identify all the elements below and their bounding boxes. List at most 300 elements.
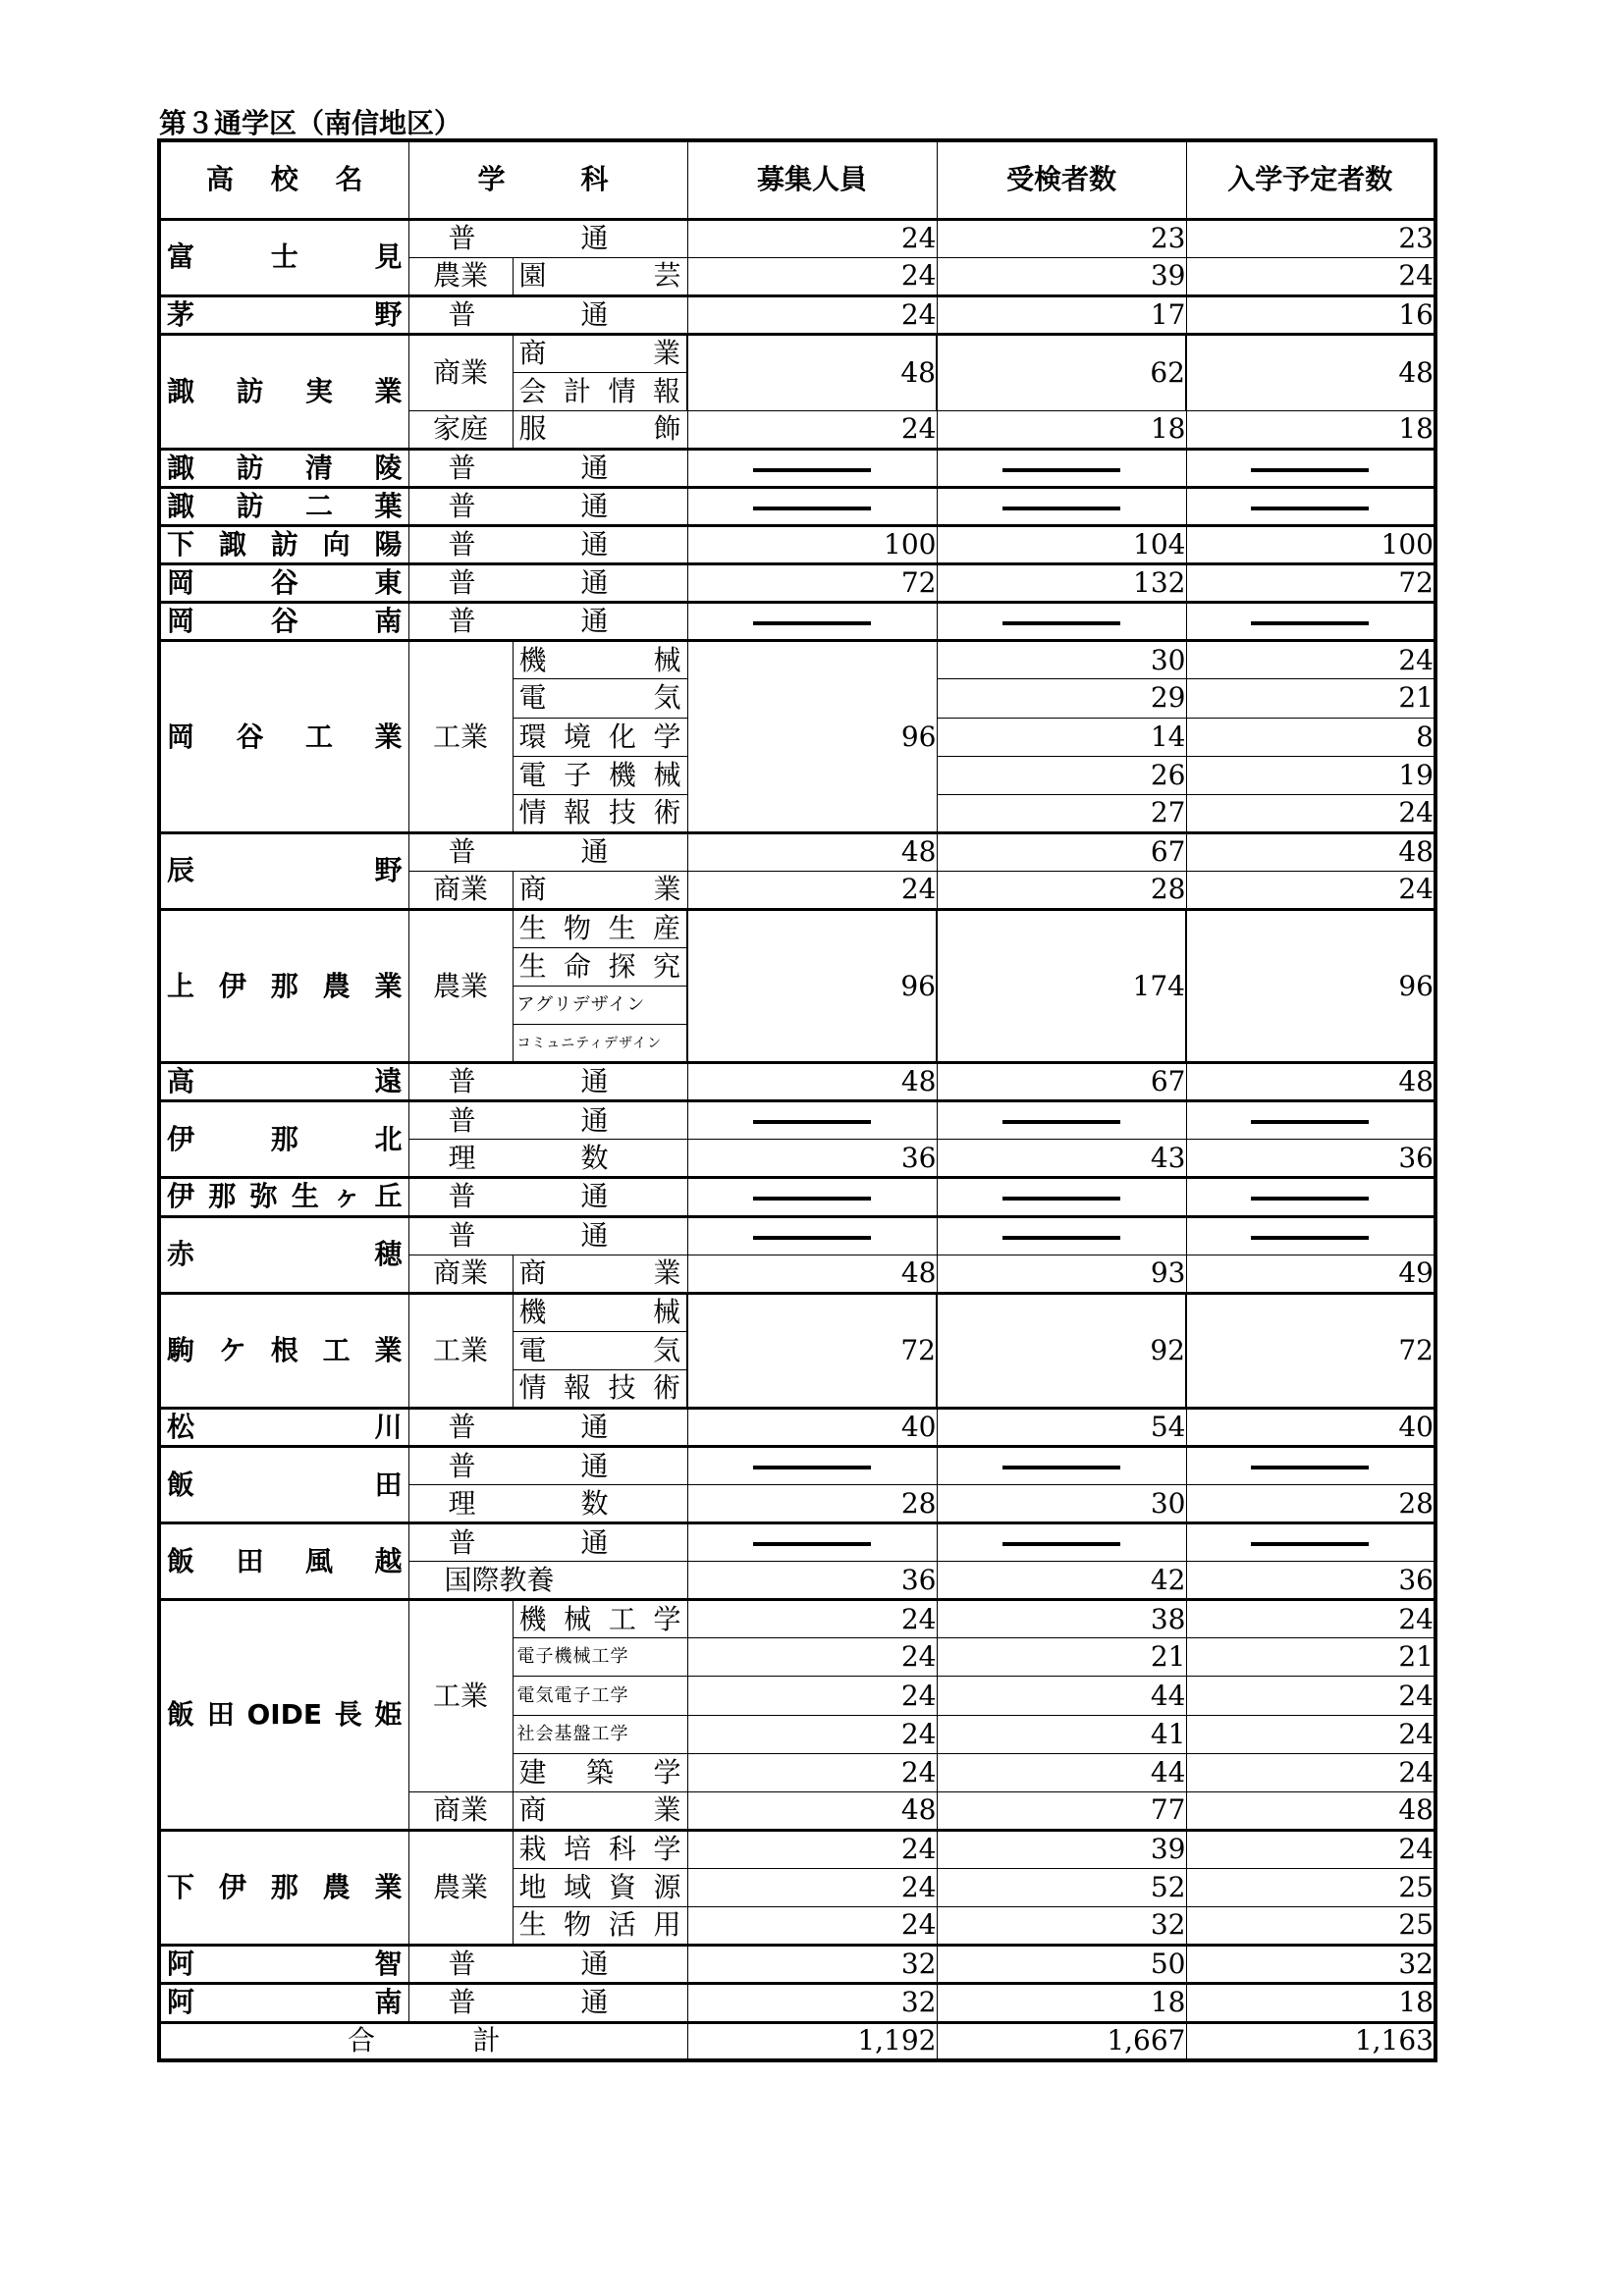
applicants-count: 30 <box>937 1485 1186 1523</box>
subject-name-char: 用 <box>653 1908 681 1942</box>
course-category: 商業 <box>408 871 513 909</box>
subject-name-char: 学 <box>653 1602 681 1635</box>
school-name-char: 松 <box>167 1410 195 1443</box>
table-row <box>159 1447 1435 1485</box>
course-category: 家庭 <box>408 410 513 449</box>
recruit-count: 24 <box>687 1715 937 1753</box>
department <box>408 1447 687 1485</box>
recruit-none <box>687 1178 937 1216</box>
school-name-char: 南 <box>374 605 403 638</box>
school-name-char: 訪 <box>236 452 264 484</box>
subject-name-char: 命 <box>563 950 591 984</box>
subject-name <box>513 1715 687 1753</box>
recruit-count: 96 <box>687 641 937 832</box>
admitted-none <box>1186 603 1435 641</box>
school-name-char: 諏 <box>218 528 246 561</box>
department-char: 通 <box>580 1065 609 1098</box>
recruit-count: 24 <box>687 1830 937 1868</box>
subject-name <box>513 257 687 295</box>
subject-name-char: 術 <box>652 1371 680 1405</box>
table-row <box>159 1946 1435 1984</box>
subject-name <box>513 1600 687 1638</box>
subject-name <box>513 756 687 794</box>
applicants-count: 54 <box>937 1408 1186 1446</box>
admitted-count: 24 <box>1186 641 1435 679</box>
subject-name-char: 機 <box>608 758 636 791</box>
department-char: 通 <box>580 297 609 331</box>
subject-name-char: 芸 <box>653 259 681 293</box>
school-name-char: 農 <box>322 1870 351 1903</box>
no-recruitment-dash <box>753 1466 871 1469</box>
applicants-count: 26 <box>937 756 1186 794</box>
recruit-none <box>687 603 937 641</box>
department-char: 通 <box>580 528 609 561</box>
recruit-count: 24 <box>687 1600 937 1638</box>
school-name <box>159 1216 408 1293</box>
department-char: 普 <box>448 1525 476 1559</box>
subject-name-char: 学 <box>653 1833 681 1866</box>
school-name-char: 下 <box>167 528 195 561</box>
department-char: 普 <box>448 1065 476 1098</box>
course-category: 商業 <box>408 1791 513 1830</box>
department-char: 普 <box>448 1986 476 2019</box>
district-title: 第３通学区（南信地区） <box>159 107 462 139</box>
applicants-none <box>937 1447 1186 1485</box>
subject-name-char: 環 <box>518 720 547 753</box>
no-recruitment-dash <box>1251 468 1369 472</box>
school-name <box>159 219 408 295</box>
subject-name <box>513 1638 687 1677</box>
subject-name-char: 物 <box>564 1908 592 1942</box>
admissions-table <box>157 138 1437 2062</box>
header-admitted: 入学予定者数 <box>1186 140 1435 219</box>
applicants-count: 29 <box>937 679 1186 718</box>
subject-name <box>513 987 687 1025</box>
school-name-char: 弥 <box>249 1180 278 1213</box>
admitted-count: 48 <box>1186 1791 1435 1830</box>
subject-name-char: 栽 <box>518 1833 547 1866</box>
school-name-char: 智 <box>374 1948 403 1981</box>
applicants-count: 52 <box>937 1868 1186 1906</box>
applicants-count: 39 <box>937 1830 1186 1868</box>
subject-name-char: 術 <box>653 796 681 829</box>
admitted-count: 36 <box>1186 1562 1435 1600</box>
school-name-char: 訪 <box>270 528 298 561</box>
school-name-char: 那 <box>208 1180 237 1213</box>
total-applicants: 1,667 <box>937 2022 1186 2060</box>
school-name <box>159 295 408 334</box>
applicants-count: 92 <box>937 1293 1186 1408</box>
subject-name <box>513 1025 687 1063</box>
subject-name-char: 計 <box>563 374 591 407</box>
applicants-none <box>937 1101 1186 1140</box>
no-recruitment-dash <box>753 1236 871 1240</box>
department <box>408 295 687 334</box>
subject-name-char: 地 <box>518 1870 547 1903</box>
school-name <box>159 909 408 1062</box>
school-name-char: 東 <box>374 566 403 600</box>
subject-name-char: 機 <box>518 1296 547 1329</box>
recruit-count: 24 <box>687 1868 937 1906</box>
subject-name-char: 技 <box>608 1371 636 1405</box>
subject-name-char: 電 <box>518 1333 547 1366</box>
school-name-char: 川 <box>374 1410 403 1443</box>
table-row <box>159 334 1435 372</box>
table-row <box>159 909 1435 947</box>
school-name-char: 二 <box>304 490 333 523</box>
admitted-count: 24 <box>1186 871 1435 909</box>
recruit-count: 24 <box>687 257 937 295</box>
total-label <box>159 2022 687 2060</box>
school-name-char: 南 <box>374 1986 403 2019</box>
no-recruitment-dash <box>1002 621 1120 625</box>
no-recruitment-dash <box>1002 1197 1120 1201</box>
admitted-count: 48 <box>1186 334 1435 410</box>
admitted-none <box>1186 1216 1435 1255</box>
school-name-char: 飯 <box>167 1698 195 1732</box>
applicants-count: 44 <box>937 1753 1186 1791</box>
applicants-count: 62 <box>937 334 1186 410</box>
school-name-char: 諏 <box>167 452 195 484</box>
subject-name-char: 業 <box>653 873 681 906</box>
department <box>408 1984 687 2022</box>
school-name-char: 田 <box>236 1544 264 1577</box>
school-name-char: 越 <box>374 1544 403 1577</box>
department-char: 普 <box>448 1103 476 1137</box>
no-recruitment-dash <box>753 1542 871 1546</box>
subject-name-char: 機 <box>518 1602 547 1635</box>
department-char: 普 <box>448 528 476 561</box>
school-name-char: 農 <box>322 969 351 1002</box>
no-recruitment-dash <box>1002 1236 1120 1240</box>
no-recruitment-dash <box>753 621 871 625</box>
subject-name-char: 業 <box>653 1793 681 1827</box>
applicants-count: 14 <box>937 718 1186 756</box>
table-row <box>159 1178 1435 1216</box>
subject-name-text: コミュニティデザイン <box>516 1035 663 1051</box>
admitted-count: 24 <box>1186 1830 1435 1868</box>
school-name-char: 葉 <box>374 490 403 523</box>
school-name-char: 飯 <box>167 1544 195 1577</box>
applicants-count: 39 <box>937 257 1186 295</box>
applicants-none <box>937 603 1186 641</box>
admitted-count: 25 <box>1186 1868 1435 1906</box>
applicants-count: 32 <box>937 1906 1186 1945</box>
subject-name <box>513 718 687 756</box>
subject-name-char: 生 <box>518 950 547 984</box>
no-recruitment-dash <box>1251 1236 1369 1240</box>
school-name <box>159 1063 408 1101</box>
recruit-count: 48 <box>687 1791 937 1830</box>
subject-name-char: 業 <box>652 337 680 370</box>
subject-name-char: 生 <box>518 1908 547 1942</box>
school-name-char: 穂 <box>374 1238 403 1271</box>
subject-name <box>513 1753 687 1791</box>
subject-name-text: 電子機械工学 <box>516 1646 629 1668</box>
school-name <box>159 526 408 564</box>
applicants-count: 43 <box>937 1140 1186 1178</box>
school-name <box>159 1984 408 2022</box>
header-school-char: 名 <box>335 163 363 196</box>
department-char: 普 <box>448 1219 476 1253</box>
school-name-char: 野 <box>374 297 403 331</box>
applicants-count: 67 <box>937 832 1186 871</box>
school-name-char: 田 <box>374 1468 403 1501</box>
department-char: 普 <box>448 1449 476 1482</box>
applicants-count: 18 <box>937 410 1186 449</box>
recruit-none <box>687 488 937 526</box>
school-name <box>159 603 408 641</box>
school-name-char: 茅 <box>167 297 195 331</box>
recruit-count: 48 <box>687 1063 937 1101</box>
department <box>408 1063 687 1101</box>
subject-name <box>513 1830 687 1868</box>
school-name-char: 見 <box>374 240 403 274</box>
table-row <box>159 1600 1435 1638</box>
subject-name-char: 学 <box>653 1755 681 1789</box>
admitted-count: 24 <box>1186 1600 1435 1638</box>
department-char: 普 <box>448 1410 476 1443</box>
department <box>408 1946 687 1984</box>
admitted-count: 8 <box>1186 718 1435 756</box>
subject-name-char: 究 <box>652 950 680 984</box>
department-char: 通 <box>580 1449 609 1482</box>
admitted-count: 49 <box>1186 1255 1435 1293</box>
subject-name <box>513 947 687 986</box>
subject-name <box>513 794 687 832</box>
no-recruitment-dash <box>1251 1466 1369 1469</box>
subject-name <box>513 410 687 449</box>
table-row <box>159 1101 1435 1140</box>
no-recruitment-dash <box>1251 1542 1369 1546</box>
school-name-char: 業 <box>374 969 403 1002</box>
school-name-char: 富 <box>167 240 195 274</box>
recruit-none <box>687 1447 937 1485</box>
no-recruitment-dash <box>1251 507 1369 510</box>
applicants-none <box>937 1523 1186 1562</box>
department <box>408 488 687 526</box>
recruit-count: 24 <box>687 410 937 449</box>
subject-name-char: 科 <box>608 1833 636 1866</box>
department-char: 理 <box>448 1486 476 1520</box>
department-char: 通 <box>580 1986 609 2019</box>
school-name-char: 丘 <box>374 1180 403 1213</box>
recruit-count: 32 <box>687 1984 937 2022</box>
school-name-char: 陵 <box>374 452 403 484</box>
admitted-count: 21 <box>1186 1638 1435 1677</box>
applicants-count: 30 <box>937 641 1186 679</box>
recruit-count: 96 <box>687 909 937 1062</box>
recruit-count: 40 <box>687 1408 937 1446</box>
subject-name-char: 生 <box>608 912 636 945</box>
admitted-none <box>1186 1178 1435 1216</box>
applicants-none <box>937 488 1186 526</box>
no-recruitment-dash <box>1251 621 1369 625</box>
department-char: 通 <box>580 1219 609 1253</box>
subject-name-char: 報 <box>563 1371 591 1405</box>
department <box>408 1216 687 1255</box>
recruit-count: 24 <box>687 1753 937 1791</box>
subject-name <box>513 679 687 718</box>
school-name-char: 谷 <box>236 720 264 753</box>
subject-name-char: 機 <box>518 643 547 676</box>
subject-name-char: 飾 <box>653 412 681 446</box>
school-name-char: 那 <box>270 1122 298 1155</box>
recruit-count: 72 <box>687 564 937 603</box>
recruit-count: 24 <box>687 1906 937 1945</box>
recruit-count: 36 <box>687 1562 937 1600</box>
department <box>408 219 687 257</box>
department-char: 普 <box>448 1948 476 1981</box>
applicants-count: 38 <box>937 1600 1186 1638</box>
subject-name <box>513 871 687 909</box>
department-char: 普 <box>448 490 476 523</box>
subject-name-text: 電気電子工学 <box>516 1684 629 1706</box>
department <box>408 1485 687 1523</box>
admitted-count: 40 <box>1186 1408 1435 1446</box>
school-name-char: 下 <box>167 1870 195 1903</box>
subject-name <box>513 372 687 410</box>
course-category: 商業 <box>408 1255 513 1293</box>
department-char: 普 <box>448 222 476 255</box>
table-row <box>159 1523 1435 1562</box>
subject-name-char: 築 <box>585 1755 614 1789</box>
recruit-count: 24 <box>687 295 937 334</box>
admitted-count: 72 <box>1186 564 1435 603</box>
table-row <box>159 603 1435 641</box>
school-name-char: ヶ <box>333 1180 361 1213</box>
department <box>408 1523 687 1562</box>
recruit-count: 48 <box>687 334 937 410</box>
header-school-char: 校 <box>270 163 298 196</box>
header-school <box>159 140 408 219</box>
subject-name-char: 域 <box>564 1870 592 1903</box>
no-recruitment-dash <box>1002 1466 1120 1469</box>
table-row <box>159 488 1435 526</box>
school-name <box>159 1178 408 1216</box>
recruit-count: 72 <box>687 1293 937 1408</box>
recruit-none <box>687 1101 937 1140</box>
department-char: 通 <box>580 1948 609 1981</box>
subject-name-char: 業 <box>653 1256 681 1290</box>
subject-name-char: 報 <box>652 374 680 407</box>
subject-name-char: 園 <box>518 259 547 293</box>
subject-name <box>513 334 687 372</box>
recruit-count: 32 <box>687 1946 937 1984</box>
school-name-char: 生 <box>291 1180 319 1213</box>
subject-name-char: 電 <box>518 681 547 715</box>
applicants-count: 174 <box>937 909 1186 1062</box>
total-row <box>159 2022 1435 2060</box>
department-char: 普 <box>448 1180 476 1213</box>
school-name-char: 向 <box>322 528 351 561</box>
department <box>408 603 687 641</box>
table-body <box>159 219 1435 2022</box>
course-category: 農業 <box>408 909 513 1062</box>
recruit-count: 24 <box>687 871 937 909</box>
admitted-count: 24 <box>1186 1715 1435 1753</box>
admitted-none <box>1186 488 1435 526</box>
applicants-count: 93 <box>937 1255 1186 1293</box>
table-row <box>159 641 1435 679</box>
department <box>408 1140 687 1178</box>
admitted-none <box>1186 1101 1435 1140</box>
department <box>408 1178 687 1216</box>
school-name-char: 岡 <box>167 605 195 638</box>
school-name <box>159 1946 408 1984</box>
department-char: 通 <box>580 1410 609 1443</box>
department <box>408 832 687 871</box>
applicants-count: 18 <box>937 1984 1186 2022</box>
subject-name-char: 技 <box>608 796 636 829</box>
department: 国際教養 <box>408 1562 687 1600</box>
header-recruit: 募集人員 <box>687 140 937 219</box>
school-name-char: OIDE <box>246 1698 323 1732</box>
department-char: 通 <box>580 1103 609 1137</box>
applicants-count: 41 <box>937 1715 1186 1753</box>
recruit-count: 24 <box>687 219 937 257</box>
subject-name-char: 報 <box>564 796 592 829</box>
course-category: 農業 <box>408 1830 513 1945</box>
admitted-count: 24 <box>1186 794 1435 832</box>
subject-name <box>513 1868 687 1906</box>
recruit-count: 24 <box>687 1677 937 1715</box>
admitted-count: 23 <box>1186 219 1435 257</box>
subject-name-char: 化 <box>608 720 636 753</box>
school-name-char: 風 <box>304 1544 333 1577</box>
course-category: 商業 <box>408 334 513 410</box>
school-name-char: 業 <box>374 720 403 753</box>
school-name-char: ケ <box>218 1333 246 1366</box>
subject-name-char: 境 <box>564 720 592 753</box>
applicants-count: 23 <box>937 219 1186 257</box>
no-recruitment-dash <box>1002 468 1120 472</box>
school-name-char: 士 <box>270 240 298 274</box>
subject-name-text: アグリデザイン <box>516 994 646 1016</box>
school-name-char: 伊 <box>167 1122 195 1155</box>
subject-name-char: 械 <box>653 758 681 791</box>
admitted-count: 19 <box>1186 756 1435 794</box>
applicants-count: 27 <box>937 794 1186 832</box>
table-row <box>159 1216 1435 1255</box>
recruit-none <box>687 1216 937 1255</box>
department-char: 数 <box>580 1141 609 1174</box>
header-dept <box>408 140 687 219</box>
subject-name-char: 商 <box>518 1793 547 1827</box>
department-char: 通 <box>580 1180 609 1213</box>
subject-name-char: 探 <box>608 950 636 984</box>
no-recruitment-dash <box>1002 1120 1120 1124</box>
school-name-char: 飯 <box>167 1468 195 1501</box>
subject-name-char: 気 <box>653 681 681 715</box>
course-category: 農業 <box>408 257 513 295</box>
school-name-char: 諏 <box>167 490 195 523</box>
admitted-count: 36 <box>1186 1140 1435 1178</box>
department-char: 通 <box>580 452 609 484</box>
applicants-count: 28 <box>937 871 1186 909</box>
school-name-char: 岡 <box>167 720 195 753</box>
admitted-none <box>1186 449 1435 487</box>
school-name <box>159 488 408 526</box>
school-name-char: 根 <box>270 1333 298 1366</box>
subject-name <box>513 641 687 679</box>
department-char: 理 <box>448 1141 476 1174</box>
subject-name-char: 電 <box>518 758 547 791</box>
table-row <box>159 295 1435 334</box>
school-name-char: 伊 <box>218 1870 246 1903</box>
no-recruitment-dash <box>753 1197 871 1201</box>
department-char: 普 <box>448 566 476 600</box>
